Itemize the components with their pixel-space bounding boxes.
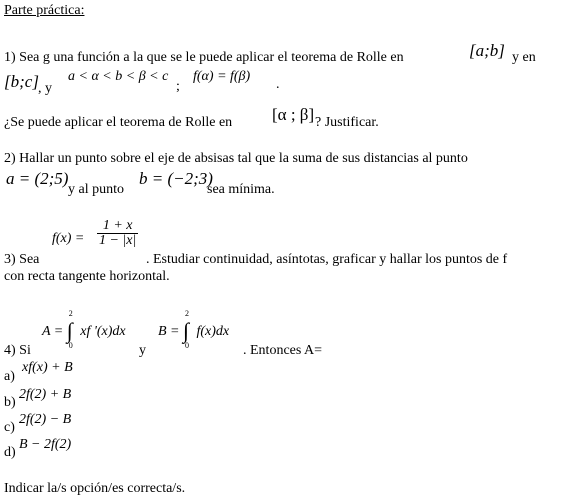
q1-comma-y: , y bbox=[38, 81, 52, 96]
q4-a-integrand: xf '(x)dx bbox=[80, 324, 126, 340]
option-c-label: c) bbox=[4, 420, 15, 435]
q4-b-eq: B = bbox=[158, 324, 180, 340]
q1-condition-equality: f(α) = f(β) bbox=[193, 69, 251, 84]
q3-line2: con recta tangente horizontal. bbox=[4, 269, 170, 284]
q4-integral-a bbox=[42, 309, 126, 350]
option-d-label: d) bbox=[4, 445, 16, 460]
q2-point-a: a = (2;5) bbox=[6, 169, 69, 188]
q3-fraction-denominator: 1 − |x| bbox=[99, 233, 137, 248]
integral-icon: 2 ∫ 0 bbox=[183, 309, 190, 350]
q3-fraction bbox=[97, 219, 138, 248]
q4-b-integrand: f(x)dx bbox=[196, 324, 230, 340]
q1-line1: 1) Sea g una función a la que se le puede aplicar el teorema de Rolle en bbox=[4, 50, 404, 65]
q1-y-en: y en bbox=[512, 50, 536, 65]
option-b-expr: 2f(2) + B bbox=[19, 387, 72, 402]
q2-line1: 2) Hallar un punto sobre el eje de absisas tal que la suma de sus distancias al punto bbox=[4, 151, 468, 166]
integral-upper-limit: 2 bbox=[185, 309, 189, 318]
option-b-label: b) bbox=[4, 395, 16, 410]
integral-lower-limit: 0 bbox=[68, 341, 73, 350]
q1-question: ¿Se puede aplicar el teorema de Rolle en bbox=[4, 115, 233, 130]
q1-condition-inequality: a < α < b < β < c bbox=[68, 69, 169, 84]
q4-entonces: . Entonces A= bbox=[243, 343, 323, 358]
q1-justify: ? Justificar. bbox=[315, 115, 379, 130]
q2-point-b: b = (−2;3) bbox=[139, 169, 213, 188]
q3-sea: 3) Sea bbox=[4, 252, 40, 267]
q4-integral-b bbox=[158, 309, 230, 350]
q1-interval-alphabeta: [α ; β] bbox=[272, 105, 315, 124]
section-title: Parte práctica: bbox=[4, 3, 85, 18]
option-d-expr: B − 2f(2) bbox=[19, 437, 72, 452]
q1-interval-bc: [b;c] bbox=[4, 72, 39, 91]
option-a-expr: xf(x) + B bbox=[22, 360, 73, 375]
q4-y: y bbox=[139, 343, 146, 358]
q1-semicolon: ; bbox=[176, 79, 180, 94]
option-a-label: a) bbox=[4, 369, 15, 384]
q2-y-al-punto: y al punto bbox=[68, 182, 124, 197]
integral-upper-limit: 2 bbox=[68, 309, 73, 318]
q1-interval-ab: [a;b] bbox=[469, 41, 505, 60]
q3-fx: f(x) = bbox=[52, 231, 85, 246]
q4-a-eq: A = bbox=[42, 324, 64, 340]
q3-fraction-numerator: 1 + x bbox=[97, 219, 138, 234]
integral-lower-limit: 0 bbox=[185, 341, 189, 350]
option-c-expr: 2f(2) − B bbox=[19, 412, 72, 427]
q4-si: 4) Si bbox=[4, 343, 31, 358]
instruction-text: Indicar la/s opción/es correcta/s. bbox=[4, 481, 186, 496]
q3-statement: . Estudiar continuidad, asíntotas, graficar y hallar los puntos de f bbox=[146, 252, 508, 267]
q1-dot: . bbox=[276, 77, 280, 92]
q2-sea-minima: sea mínima. bbox=[207, 182, 275, 197]
integral-icon: 2 ∫ 0 bbox=[66, 309, 73, 350]
